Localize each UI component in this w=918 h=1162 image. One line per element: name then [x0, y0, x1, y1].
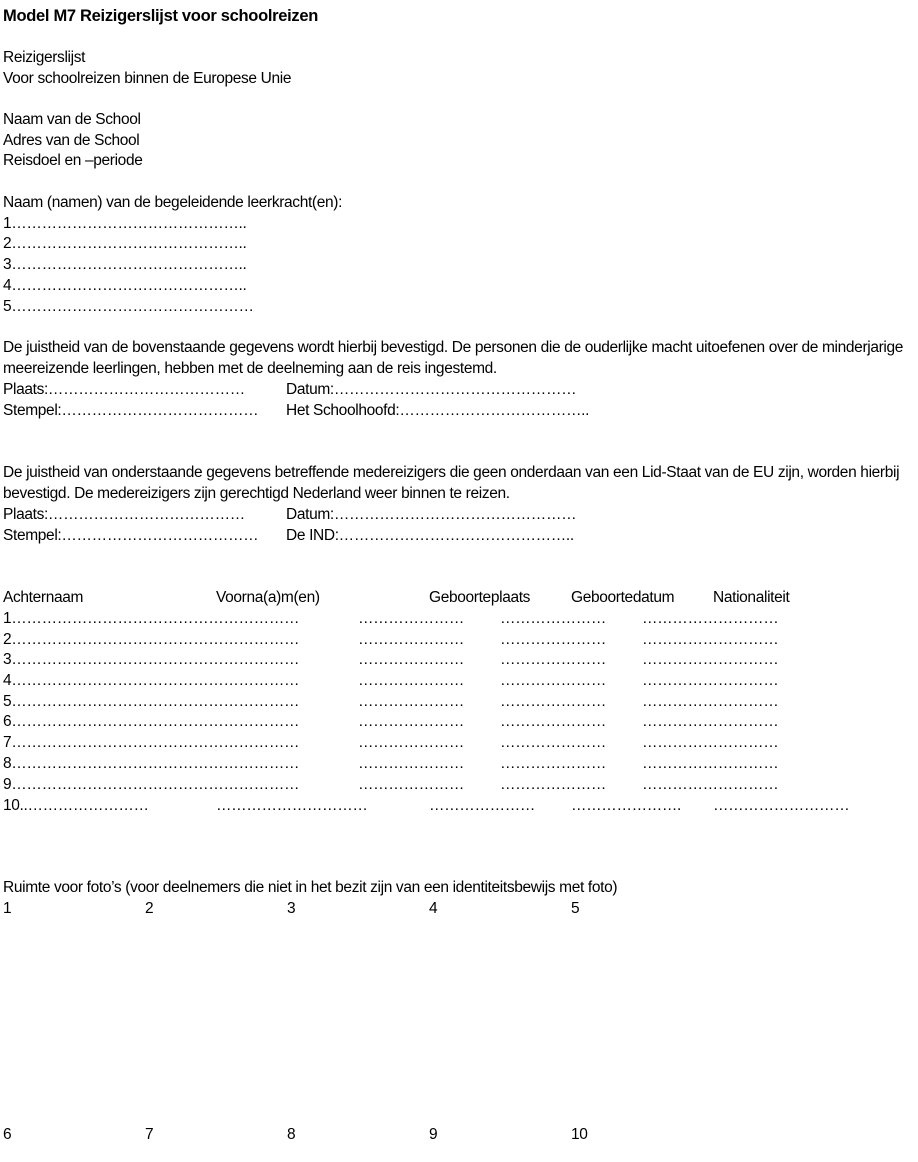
table-row-cell: ………………… — [358, 651, 465, 668]
table-row-cell: ………………… — [500, 755, 607, 772]
place-field: Plaats:………………………………… — [3, 506, 245, 523]
table-row-cell: ………………… — [500, 672, 607, 689]
table-row-cell: ………………… — [500, 631, 607, 648]
header-first-names: Voorna(a)m(en) — [216, 589, 320, 606]
table-row-cell: ……………………… — [642, 755, 779, 772]
table-row-cell: ………………… — [500, 776, 607, 793]
table-row-surname: 9………………………………………………… — [3, 776, 300, 793]
table-row-cell: ………………… — [358, 734, 465, 751]
place-field: Plaats:………………………………… — [3, 381, 245, 398]
table-row-surname: 5………………………………………………… — [3, 693, 300, 710]
ind-field: De IND:……………………………………….. — [286, 527, 574, 544]
table-row-cell: ………………… — [358, 631, 465, 648]
table-row-cell: ………………… — [358, 755, 465, 772]
date-field: Datum:………………………………………… — [286, 506, 577, 523]
photo-slot-number: 2 — [145, 900, 154, 917]
photo-slot-number: 4 — [429, 900, 438, 917]
table-row-surname: 10..…………………… — [3, 797, 149, 814]
subtitle-line-2: Voor schoolreizen binnen de Europese Unie — [3, 70, 292, 87]
teachers-label: Naam (namen) van de begeleidende leerkracht(en): — [3, 194, 343, 211]
photo-slot-number: 10 — [571, 1126, 588, 1143]
table-row-cell: ………………………… — [216, 797, 368, 814]
table-row-cell: ……………………… — [642, 776, 779, 793]
table-row-cell: ……………………… — [642, 713, 779, 730]
photo-slot-number: 7 — [145, 1126, 154, 1143]
photo-space-label: Ruimte voor foto’s (voor deelnemers die niet in het bezit zijn van een identiteitsbewijs met foto) — [3, 879, 618, 896]
header-birthdate: Geboortedatum — [571, 589, 675, 606]
table-row-cell: ……………………… — [642, 651, 779, 668]
table-row-cell: ……………………… — [642, 672, 779, 689]
header-nationality: Nationaliteit — [713, 589, 790, 606]
table-row-cell: ……………………… — [713, 797, 850, 814]
table-row-cell: ………………… — [358, 713, 465, 730]
table-row-cell: ………………… — [500, 713, 607, 730]
teacher-line: 2……………………………………….. — [3, 235, 247, 252]
table-row-cell: ………………… — [500, 693, 607, 710]
confirmation-paragraph-2: De juistheid van onderstaande gegevens betreffende medereizigers die geen onderdaan van een Lid-Staat van de EU zijn, worden hierbij bevestigd. De medereizigers zijn gerechtigd Nederland weer binnen te reizen. — [3, 464, 900, 502]
teacher-line: 4……………………………………….. — [3, 277, 247, 294]
confirmation-paragraph-1: De juistheid van de bovenstaande gegevens wordt hierbij bevestigd. De personen die de ouderlijke macht uitoefenen over de minderjarige meereizende leerlingen, hebben met de deelneming aan de reis ingestemd. — [3, 339, 904, 377]
table-row-cell: ………………… — [500, 610, 607, 627]
school-address-label: Adres van de School — [3, 132, 140, 149]
photo-slot-number: 6 — [3, 1126, 12, 1143]
school-name-label: Naam van de School — [3, 111, 141, 128]
teacher-line: 1……………………………………….. — [3, 215, 247, 232]
table-row-cell: ……………………… — [642, 610, 779, 627]
photo-slot-number: 8 — [287, 1126, 296, 1143]
table-row-cell: …………………. — [571, 797, 682, 814]
table-row-cell: ………………… — [358, 776, 465, 793]
table-row-cell: ………………… — [358, 610, 465, 627]
table-row-cell: ……………………… — [642, 734, 779, 751]
teacher-line: 5………………………………………… — [3, 298, 254, 315]
date-field: Datum:………………………………………… — [286, 381, 577, 398]
document-title: Model M7 Reizigerslijst voor schoolreizen — [3, 7, 319, 25]
table-row-surname: 2………………………………………………… — [3, 631, 300, 648]
header-birthplace: Geboorteplaats — [429, 589, 531, 606]
table-row-surname: 6………………………………………………… — [3, 713, 300, 730]
table-row-surname: 8………………………………………………… — [3, 755, 300, 772]
table-row-cell: ………………… — [358, 693, 465, 710]
table-row-cell: ………………… — [358, 672, 465, 689]
stamp-field: Stempel:………………………………… — [3, 527, 259, 544]
table-row-surname: 7………………………………………………… — [3, 734, 300, 751]
teacher-line: 3……………………………………….. — [3, 256, 247, 273]
table-row-surname: 3………………………………………………… — [3, 651, 300, 668]
trip-goal-label: Reisdoel en –periode — [3, 152, 143, 169]
subtitle-line-1: Reizigerslijst — [3, 49, 86, 66]
table-row-cell: ……………………… — [642, 631, 779, 648]
table-row-cell: ………………… — [500, 734, 607, 751]
photo-slot-number: 5 — [571, 900, 580, 917]
photo-slot-number: 9 — [429, 1126, 438, 1143]
header-surname: Achternaam — [3, 589, 84, 606]
photo-slot-number: 1 — [3, 900, 12, 917]
school-head-field: Het Schoolhoofd:……………………………….. — [286, 402, 590, 419]
table-row-surname: 1………………………………………………… — [3, 610, 300, 627]
photo-slot-number: 3 — [287, 900, 296, 917]
table-row-surname: 4………………………………………………… — [3, 672, 300, 689]
table-row-cell: ………………… — [500, 651, 607, 668]
table-row-cell: ……………………… — [642, 693, 779, 710]
table-row-cell: ………………… — [429, 797, 536, 814]
stamp-field: Stempel:………………………………… — [3, 402, 259, 419]
